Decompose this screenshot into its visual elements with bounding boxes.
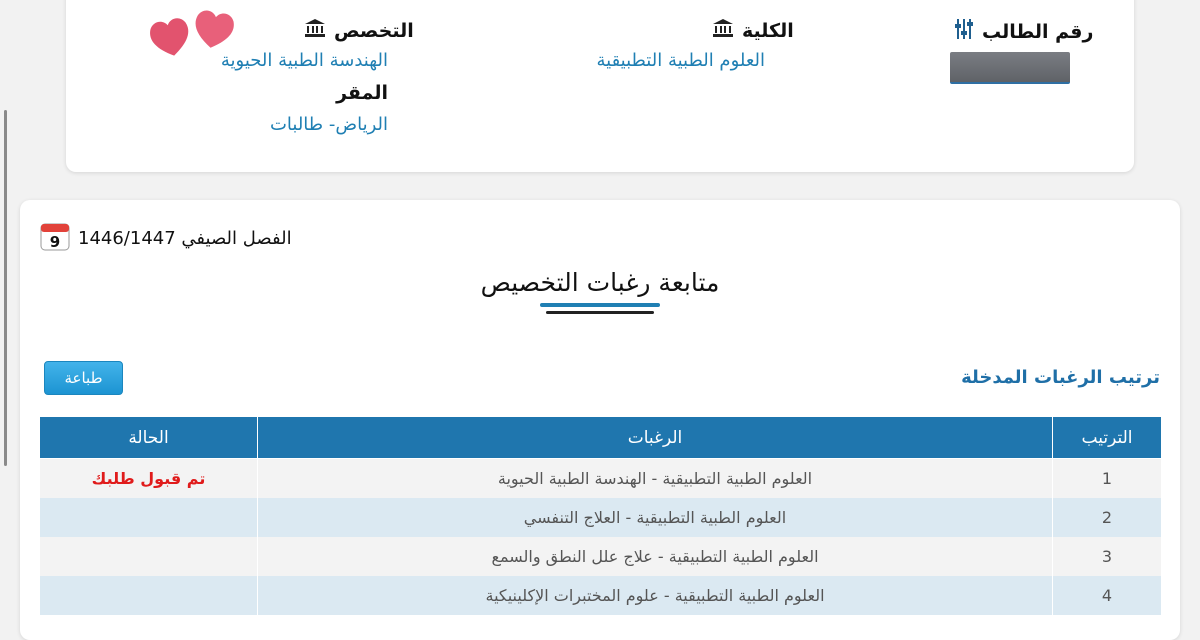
title-underline-secondary [546, 311, 654, 314]
status-cell [40, 537, 258, 576]
institution-icon [304, 18, 326, 43]
page-scrollbar[interactable] [4, 110, 7, 466]
campus-label: المقر [336, 82, 388, 104]
major-value: الهندسة الطبية الحيوية [220, 50, 388, 71]
calendar-icon [40, 221, 70, 256]
campus-value: الرياض- طالبات [269, 114, 388, 135]
hearts-sticker [148, 8, 240, 60]
student-id-redacted [950, 52, 1070, 84]
college-label: الكلية [742, 19, 794, 42]
table-row [40, 576, 1162, 615]
table-row [40, 459, 1162, 499]
college-label-group [712, 18, 794, 43]
rank-cell: 4 [1053, 576, 1162, 615]
table-row [40, 498, 1162, 537]
table-row [40, 537, 1162, 576]
student-id-label: رقم الطالب [982, 20, 1094, 43]
rank-cell: 3 [1053, 537, 1162, 576]
rank-cell: 2 [1053, 498, 1162, 537]
page-title: متابعة رغبات التخصيص [480, 268, 720, 297]
semester-indicator [40, 221, 292, 256]
status-cell [40, 576, 258, 615]
rank-cell: 1 [1053, 459, 1162, 499]
table-header-row [40, 417, 1162, 459]
column-header-rank: الترتيب [1053, 417, 1162, 459]
preference-cell: العلوم الطبية التطبيقية - علاج علل النطق والسمع [258, 537, 1053, 576]
major-label: التخصص [334, 19, 414, 42]
preference-cell: العلوم الطبية التطبيقية - علوم المختبرات الإكلينيكية [258, 576, 1053, 615]
status-cell: تم قبول طلبك [40, 459, 258, 499]
major-label-group [304, 18, 414, 43]
student-id-label-group [954, 18, 1093, 45]
section-title: ترتيب الرغبات المدخلة [961, 367, 1160, 388]
column-header-preference: الرغبات [258, 417, 1053, 459]
print-button[interactable]: طباعة [44, 361, 123, 395]
calendar-day: 9 [49, 233, 61, 251]
sliders-icon [954, 18, 974, 45]
institution-icon [712, 18, 734, 43]
preference-cell: العلوم الطبية التطبيقية - العلاج التنفسي [258, 498, 1053, 537]
college-value: العلوم الطبية التطبيقية [596, 50, 765, 71]
preference-cell: العلوم الطبية التطبيقية - الهندسة الطبية الحيوية [258, 459, 1053, 499]
status-cell [40, 498, 258, 537]
column-header-status: الحالة [40, 417, 258, 459]
preferences-table [39, 416, 1162, 615]
title-underline [540, 303, 660, 307]
semester-text: الفصل الصيفي 1446/1447 [78, 228, 292, 249]
